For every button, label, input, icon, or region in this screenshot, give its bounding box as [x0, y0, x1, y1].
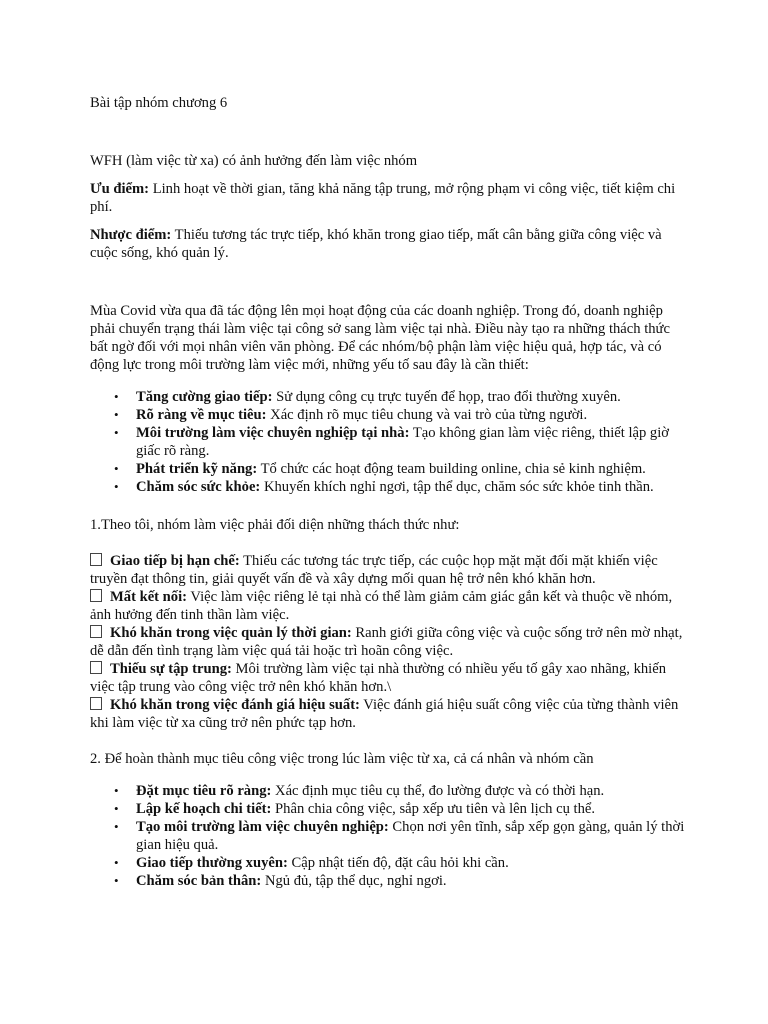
list-item [90, 424, 690, 460]
challenge-label: Giao tiếp bị hạn chế: [110, 553, 240, 569]
list-item [90, 460, 690, 478]
factor-text: Tạo không gian làm việc riêng, thiết lập giờ giấc rõ ràng. [136, 425, 669, 459]
factors-list [90, 388, 690, 496]
list-item [90, 588, 690, 624]
challenges-list [90, 552, 690, 732]
cons-text: Thiếu tương tác trực tiếp, khó khăn trong giao tiếp, mất cân bằng giữa công việc và cuộc sống, khó quản lý. [90, 227, 662, 261]
question-2: 2. Để hoàn thành mục tiêu công việc trong lúc làm việc từ xa, cả cá nhân và nhóm cần [90, 751, 594, 767]
tip-label: Tạo môi trường làm việc chuyên nghiệp: [136, 819, 389, 835]
cons-label: Nhược điểm: [90, 227, 172, 243]
tip-label: Đặt mục tiêu rõ ràng: [136, 783, 272, 799]
bullet-icon: • [114, 855, 119, 870]
factor-text: Xác định rõ mục tiêu chung và vai trò của từng người. [266, 407, 588, 423]
tip-text: Xác định mục tiêu cụ thể, đo lường được và có thời hạn. [271, 783, 605, 799]
bullet-icon: • [114, 783, 119, 798]
bullet-icon: • [114, 407, 119, 422]
list-item [90, 406, 690, 424]
tip-text: Phân chia công việc, sắp xếp ưu tiên và lên lịch cụ thể. [271, 801, 596, 817]
list-item [90, 782, 690, 800]
challenge-label: Khó khăn trong việc quản lý thời gian: [110, 625, 352, 641]
checkbox-glyph-icon [90, 625, 102, 638]
document-body [90, 94, 690, 910]
list-item [90, 872, 690, 890]
factor-label: Môi trường làm việc chuyên nghiệp tại nhà: [136, 425, 410, 441]
list-item [90, 624, 690, 660]
factor-label: Tăng cường giao tiếp: [136, 389, 273, 405]
list-item [90, 696, 690, 732]
factor-label: Chăm sóc sức khỏe: [136, 479, 261, 495]
bullet-icon: • [114, 819, 119, 834]
list-item [90, 660, 690, 696]
factor-label: Phát triển kỹ năng: [136, 461, 258, 477]
tip-text: Ngủ đủ, tập thể dục, nghỉ ngơi. [261, 873, 447, 889]
bullet-icon: • [114, 479, 119, 494]
checkbox-glyph-icon [90, 553, 102, 566]
list-item [90, 854, 690, 872]
document-title: Bài tập nhóm chương 6 [90, 95, 228, 111]
question-1: 1.Theo tôi, nhóm làm việc phải đối diện những thách thức như: [90, 517, 460, 533]
bullet-icon: • [114, 461, 119, 476]
topic-line: WFH (làm việc từ xa) có ảnh hưởng đến làm việc nhóm [90, 153, 418, 169]
challenge-text: Việc làm việc riêng lẻ tại nhà có thể làm giảm cảm giác gắn kết và thuộc về nhóm, ảnh hưởng đến tinh thần làm việc. [90, 589, 673, 623]
list-item [90, 388, 690, 406]
challenge-label: Thiếu sự tập trung: [110, 661, 232, 677]
challenge-text: Thiếu các tương tác trực tiếp, các cuộc họp mặt mặt đối mặt khiến việc truyền đạt thông tin, giải quyết vấn đề và xây dựng mối quan hệ trở nên khó khăn hơn. [90, 553, 658, 587]
bullet-icon: • [114, 425, 119, 440]
challenge-label: Mất kết nối: [110, 589, 188, 605]
factor-text: Sử dụng công cụ trực tuyến để họp, trao đổi thường xuyên. [272, 389, 621, 405]
factor-text: Tổ chức các hoạt động team building online, chia sẻ kinh nghiệm. [257, 461, 646, 477]
tip-text: Chọn nơi yên tĩnh, sắp xếp gọn gàng, quản lý thời gian hiệu quả. [136, 819, 685, 853]
intro-paragraph: Mùa Covid vừa qua đã tác động lên mọi hoạt động của các doanh nghiệp. Trong đó, doanh nghiệp phải chuyển trạng thái làm việc tại công sở sang làm việc tại nhà. Điều này tạo ra những thách thức bất ngờ đối với mọi nhân viên văn phòng. Để các nhóm/bộ phận làm việc hiệu quả, hợp tác, và có động lực trong môi trường làm việc mới, những yếu tố sau đây là cần thiết: [90, 303, 670, 373]
bullet-icon: • [114, 873, 119, 888]
list-item [90, 552, 690, 588]
checkbox-glyph-icon [90, 661, 102, 674]
tip-label: Giao tiếp thường xuyên: [136, 855, 288, 871]
pros-text: Linh hoạt về thời gian, tăng khả năng tập trung, mở rộng phạm vi công việc, tiết kiệm chi phí. [90, 181, 676, 215]
tip-text: Cập nhật tiến độ, đặt câu hỏi khi cần. [287, 855, 509, 871]
list-item [90, 818, 690, 854]
tips-list [90, 782, 690, 890]
pros-paragraph [90, 180, 690, 216]
tip-label: Chăm sóc bản thân: [136, 873, 262, 889]
list-item [90, 800, 690, 818]
bullet-icon: • [114, 801, 119, 816]
bullet-icon: • [114, 389, 119, 404]
challenge-text: Ranh giới giữa công việc và cuộc sống trở nên mờ nhạt, dễ dẫn đến tình trạng làm việc quá tải hoặc trì hoãn công việc. [90, 625, 683, 659]
tip-label: Lập kế hoạch chi tiết: [136, 801, 272, 817]
list-item [90, 478, 690, 496]
pros-label: Ưu điểm: [90, 181, 150, 197]
challenge-label: Khó khăn trong việc đánh giá hiệu suất: [110, 697, 360, 713]
cons-paragraph [90, 226, 690, 262]
checkbox-glyph-icon [90, 697, 102, 710]
checkbox-glyph-icon [90, 589, 102, 602]
factor-text: Khuyến khích nghỉ ngơi, tập thể dục, chăm sóc sức khỏe tinh thần. [260, 479, 654, 495]
challenge-text: Việc đánh giá hiệu suất công việc của từng thành viên khi làm việc từ xa cũng trở nên phức tạp hơn. [90, 697, 679, 731]
factor-label: Rõ ràng về mục tiêu: [136, 407, 267, 423]
challenge-text: Môi trường làm việc tại nhà thường có nhiều yếu tố gây xao nhãng, khiến việc tập trung vào công việc trở nên khó khăn hơn.\ [90, 661, 666, 695]
